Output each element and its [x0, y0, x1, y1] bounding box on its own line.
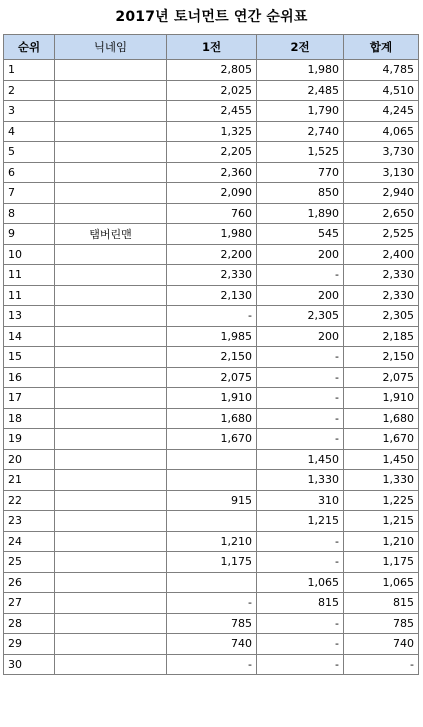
total-cell: 2,150 [344, 347, 419, 368]
table-row [4, 265, 419, 286]
table-row [4, 183, 419, 204]
second-round-cell: 200 [257, 285, 344, 306]
rank-cell: 11 [4, 285, 55, 306]
first-round-cell: 1,210 [167, 531, 257, 552]
total-cell: 740 [344, 634, 419, 655]
total-cell: 2,330 [344, 265, 419, 286]
table-row [4, 654, 419, 675]
first-round-cell: 1,910 [167, 388, 257, 409]
second-round-cell: - [257, 654, 344, 675]
table-row [4, 80, 419, 101]
total-cell: 1,065 [344, 572, 419, 593]
table-row [4, 531, 419, 552]
total-cell: 1,670 [344, 429, 419, 450]
table-row [4, 101, 419, 122]
first-round-cell: 2,130 [167, 285, 257, 306]
total-cell: 815 [344, 593, 419, 614]
rank-cell: 25 [4, 552, 55, 573]
first-round-cell: 785 [167, 613, 257, 634]
table-row [4, 388, 419, 409]
rank-cell: 30 [4, 654, 55, 675]
rank-cell: 29 [4, 634, 55, 655]
rank-cell: 19 [4, 429, 55, 450]
first-round-cell: 2,360 [167, 162, 257, 183]
nickname-cell [55, 511, 167, 532]
rank-cell: 26 [4, 572, 55, 593]
table-body [4, 60, 419, 675]
total-cell: 1,330 [344, 470, 419, 491]
total-cell: 2,940 [344, 183, 419, 204]
header-nickname: 닉네임 [55, 35, 167, 60]
second-round-cell: 770 [257, 162, 344, 183]
rank-cell: 2 [4, 80, 55, 101]
rank-cell: 20 [4, 449, 55, 470]
nickname-cell [55, 429, 167, 450]
second-round-cell: 1,890 [257, 203, 344, 224]
total-cell: 1,225 [344, 490, 419, 511]
second-round-cell: 200 [257, 326, 344, 347]
rank-cell: 1 [4, 60, 55, 81]
table-row [4, 429, 419, 450]
nickname-cell [55, 183, 167, 204]
rank-cell: 3 [4, 101, 55, 122]
rank-cell: 24 [4, 531, 55, 552]
rank-cell: 13 [4, 306, 55, 327]
table-row [4, 142, 419, 163]
table-row [4, 306, 419, 327]
nickname-cell [55, 285, 167, 306]
ranking-table [3, 34, 419, 675]
header-first-round: 1전 [167, 35, 257, 60]
table-row [4, 347, 419, 368]
rank-cell: 17 [4, 388, 55, 409]
rank-cell: 6 [4, 162, 55, 183]
table-row [4, 511, 419, 532]
nickname-cell [55, 121, 167, 142]
table-row [4, 203, 419, 224]
nickname-cell [55, 142, 167, 163]
total-cell: 2,075 [344, 367, 419, 388]
rank-cell: 28 [4, 613, 55, 634]
first-round-cell: 1,980 [167, 224, 257, 245]
second-round-cell: - [257, 367, 344, 388]
first-round-cell: 1,680 [167, 408, 257, 429]
total-cell: - [344, 654, 419, 675]
nickname-cell [55, 490, 167, 511]
first-round-cell: 2,205 [167, 142, 257, 163]
total-cell: 4,785 [344, 60, 419, 81]
first-round-cell: 2,455 [167, 101, 257, 122]
rank-cell: 27 [4, 593, 55, 614]
nickname-cell [55, 60, 167, 81]
table-row [4, 593, 419, 614]
nickname-cell [55, 572, 167, 593]
table-row [4, 613, 419, 634]
total-cell: 1,175 [344, 552, 419, 573]
total-cell: 1,450 [344, 449, 419, 470]
second-round-cell: 815 [257, 593, 344, 614]
second-round-cell: - [257, 429, 344, 450]
total-cell: 4,510 [344, 80, 419, 101]
second-round-cell: 1,215 [257, 511, 344, 532]
nickname-cell [55, 552, 167, 573]
table-row [4, 244, 419, 265]
first-round-cell: 760 [167, 203, 257, 224]
header-second-round: 2전 [257, 35, 344, 60]
header-rank: 순위 [4, 35, 55, 60]
nickname-cell [55, 470, 167, 491]
second-round-cell: 2,740 [257, 121, 344, 142]
table-row [4, 121, 419, 142]
first-round-cell: 2,200 [167, 244, 257, 265]
first-round-cell: - [167, 593, 257, 614]
first-round-cell: 1,325 [167, 121, 257, 142]
second-round-cell: 1,525 [257, 142, 344, 163]
rank-cell: 11 [4, 265, 55, 286]
second-round-cell: 1,065 [257, 572, 344, 593]
first-round-cell: 1,175 [167, 552, 257, 573]
first-round-cell [167, 470, 257, 491]
header-total: 합계 [344, 35, 419, 60]
second-round-cell: 1,330 [257, 470, 344, 491]
nickname-cell [55, 203, 167, 224]
rank-cell: 5 [4, 142, 55, 163]
second-round-cell: 1,980 [257, 60, 344, 81]
total-cell: 4,065 [344, 121, 419, 142]
nickname-cell [55, 306, 167, 327]
second-round-cell: - [257, 531, 344, 552]
first-round-cell [167, 511, 257, 532]
rank-cell: 7 [4, 183, 55, 204]
total-cell: 3,730 [344, 142, 419, 163]
first-round-cell: 2,075 [167, 367, 257, 388]
first-round-cell [167, 449, 257, 470]
total-cell: 2,400 [344, 244, 419, 265]
total-cell: 2,330 [344, 285, 419, 306]
page-title: 2017년 토너먼트 연간 순위표 [115, 9, 308, 25]
second-round-cell: 310 [257, 490, 344, 511]
first-round-cell: 740 [167, 634, 257, 655]
table-row [4, 470, 419, 491]
table-row [4, 162, 419, 183]
second-round-cell: - [257, 388, 344, 409]
total-cell: 4,245 [344, 101, 419, 122]
total-cell: 1,215 [344, 511, 419, 532]
nickname-cell [55, 265, 167, 286]
total-cell: 1,910 [344, 388, 419, 409]
second-round-cell: - [257, 347, 344, 368]
rank-cell: 16 [4, 367, 55, 388]
nickname-cell [55, 593, 167, 614]
first-round-cell: 1,670 [167, 429, 257, 450]
table-row [4, 572, 419, 593]
rank-cell: 22 [4, 490, 55, 511]
nickname-cell [55, 408, 167, 429]
first-round-cell: 2,805 [167, 60, 257, 81]
nickname-cell [55, 326, 167, 347]
nickname-cell [55, 347, 167, 368]
second-round-cell: 2,305 [257, 306, 344, 327]
second-round-cell: - [257, 552, 344, 573]
total-cell: 785 [344, 613, 419, 634]
table-header-row [4, 35, 419, 60]
rank-cell: 23 [4, 511, 55, 532]
total-cell: 2,525 [344, 224, 419, 245]
nickname-cell [55, 162, 167, 183]
table-row [4, 367, 419, 388]
nickname-cell [55, 80, 167, 101]
rank-cell: 4 [4, 121, 55, 142]
first-round-cell [167, 572, 257, 593]
second-round-cell: 1,790 [257, 101, 344, 122]
table-row [4, 408, 419, 429]
second-round-cell: - [257, 613, 344, 634]
first-round-cell: - [167, 654, 257, 675]
nickname-cell [55, 244, 167, 265]
total-cell: 1,210 [344, 531, 419, 552]
rank-cell: 21 [4, 470, 55, 491]
first-round-cell: - [167, 306, 257, 327]
nickname-cell [55, 101, 167, 122]
total-cell: 3,130 [344, 162, 419, 183]
first-round-cell: 2,025 [167, 80, 257, 101]
nickname-cell [55, 367, 167, 388]
nickname-cell: 탬버린맨 [55, 224, 167, 245]
rank-cell: 9 [4, 224, 55, 245]
rank-cell: 15 [4, 347, 55, 368]
rank-cell: 10 [4, 244, 55, 265]
table-row [4, 552, 419, 573]
second-round-cell: - [257, 408, 344, 429]
table-row [4, 490, 419, 511]
first-round-cell: 1,985 [167, 326, 257, 347]
second-round-cell: - [257, 265, 344, 286]
second-round-cell: 545 [257, 224, 344, 245]
nickname-cell [55, 634, 167, 655]
first-round-cell: 2,150 [167, 347, 257, 368]
rank-cell: 14 [4, 326, 55, 347]
rank-cell: 18 [4, 408, 55, 429]
second-round-cell: 2,485 [257, 80, 344, 101]
second-round-cell: 850 [257, 183, 344, 204]
nickname-cell [55, 449, 167, 470]
table-row [4, 634, 419, 655]
total-cell: 1,680 [344, 408, 419, 429]
table-row [4, 60, 419, 81]
table-row [4, 224, 419, 245]
first-round-cell: 2,090 [167, 183, 257, 204]
nickname-cell [55, 613, 167, 634]
second-round-cell: 200 [257, 244, 344, 265]
second-round-cell: - [257, 634, 344, 655]
total-cell: 2,650 [344, 203, 419, 224]
nickname-cell [55, 531, 167, 552]
first-round-cell: 915 [167, 490, 257, 511]
table-row [4, 285, 419, 306]
total-cell: 2,185 [344, 326, 419, 347]
nickname-cell [55, 654, 167, 675]
nickname-cell [55, 388, 167, 409]
second-round-cell: 1,450 [257, 449, 344, 470]
total-cell: 2,305 [344, 306, 419, 327]
table-row [4, 326, 419, 347]
first-round-cell: 2,330 [167, 265, 257, 286]
table-row [4, 449, 419, 470]
rank-cell: 8 [4, 203, 55, 224]
